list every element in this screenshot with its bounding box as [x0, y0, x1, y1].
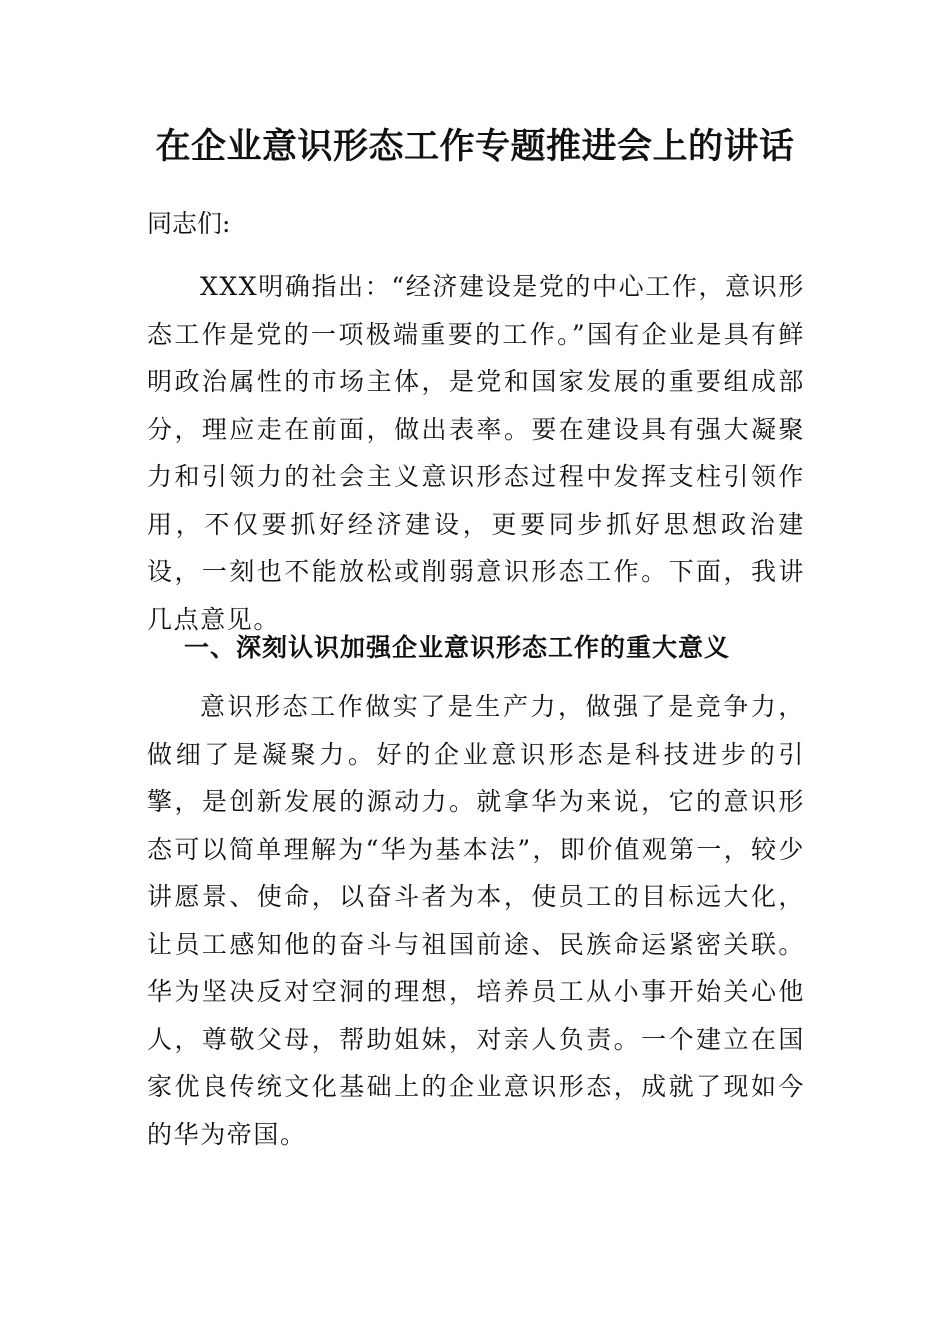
paragraph-intro: XXX明确指出：“经济建设是党的中心工作，意识形态工作是党的一项极端重要的工作。”国有企业是具有鲜明政治属性的市场主体，是党和国家发展的重要组成部分，理应走在前面，做出表率。要在建设具有强大凝聚力和引领力的社会主义意识形态过程中发挥支柱引领作用，不仅要抓好经济建设，更要同步抓好思想政治建设，一刻也不能放松或削弱意识形态工作。下面，我讲几点意见。 [147, 272, 805, 634]
section-heading-1: 一、深刻认识加强企业意识形态工作的重大意义 [184, 633, 731, 662]
salutation: 同志们: [147, 209, 231, 238]
document-title: 在企业意识形态工作专题推进会上的讲话 [155, 126, 795, 167]
paragraph-section-1: 意识形态工作做实了是生产力，做强了是竞争力，做细了是凝聚力。好的企业意识形态是科技进步的引擎，是创新发展的源动力。就拿华为来说，它的意识形态可以简单理解为“华为基本法”，即价值观第一，较少讲愿景、使命，以奋斗者为本，使员工的目标远大化，让员工感知他的奋斗与祖国前途、民族命运紧密关联。华为坚决反对空洞的理想，培养员工从小事开始关心他人，尊敬父母，帮助姐妹，对亲人负责。一个建立在国家优良传统文化基础上的企业意识形态，成就了现如今的华为帝国。 [147, 692, 805, 1149]
